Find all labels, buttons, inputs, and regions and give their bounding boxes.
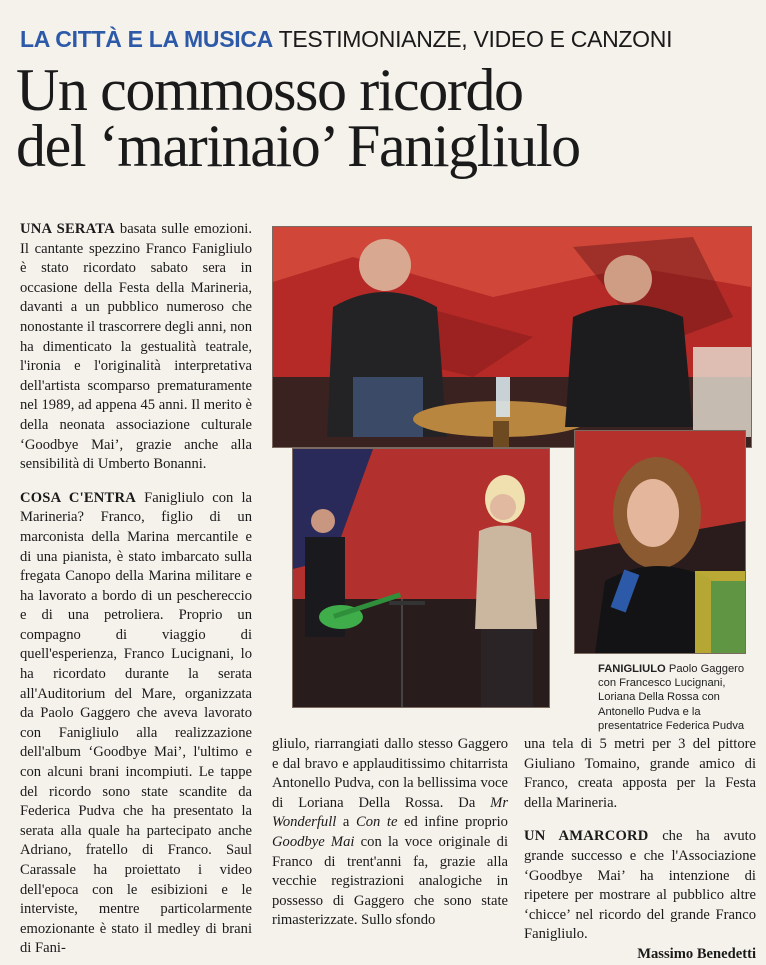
- section-kicker: [20, 26, 672, 53]
- paragraph-2-lead: COSA C'ENTRA: [20, 489, 136, 506]
- paragraph-5-text: che ha avuto grande successo e che l'Associazione ‘Goodbye Mai’ ha intenzione di ripetere per mostrare al pubblico altre ‘chicce’ nel ricordo del grande Franco Fanigliulo.: [524, 828, 756, 943]
- paragraph-1-lead: UNA SERATA: [20, 221, 115, 237]
- article-headline: [16, 57, 756, 179]
- caption-text: Paolo Gaggero con Francesco Lucignani, Loriana Della Rossa con Antonello Pudva e la presentatrice Federica Pudva: [598, 663, 745, 732]
- song-title-2: Con te: [355, 814, 398, 831]
- paragraph-4: una tela di 5 metri per 3 del pittore Giuliano Tomaino, grande amico di Franco, creata apposta per la Festa della Marineria.: [524, 736, 756, 811]
- photo-presenter: [574, 430, 746, 654]
- article-column-2: [272, 735, 508, 931]
- subsection-label: TESTIMONIANZE, VIDEO E CANZONI: [278, 26, 673, 52]
- caption-lead: FANIGLIULO: [598, 663, 666, 675]
- song-title-3: Goodbye Mai: [272, 833, 355, 850]
- paragraph-5-lead: UN AMARCORD: [524, 828, 649, 845]
- headline-line-1: Un commosso ricordo: [16, 57, 523, 123]
- paragraph-3: [272, 735, 508, 931]
- paragraph-3-text-a: gliulo, riarrangiati dallo stesso Gaggero e dal bravo e applauditissimo chitarrista Antonello Pudva, con la bellissima voce di Loriana Della Rossa. Da: [272, 736, 508, 811]
- photo-caption: [598, 662, 758, 733]
- paragraph-1-text: basata sulle emozioni. Il cantante spezzino Franco Fanigliulo è stato ricordato sabato sera in occasione della Festa della Marineria, davanti a un pubblico numeroso che nonostante il trascorrere degli anni, non ha dimenticato la gestualità teatrale, l'ironia e l'originalità interpretativa dell'artista scomparso prematuramente nel 1989, ad appena 45 anni. Il merito è della neonata associazione culturale ‘Goodbye Mai’, grazie anche alla sensibilità di Umberto Bonanni.: [20, 221, 252, 473]
- photo-interview-stage: [272, 226, 752, 448]
- paragraph-3-text-c: ed infine proprio: [397, 814, 508, 831]
- paragraph-3-text-b: a: [336, 814, 356, 831]
- photo-performance: [292, 448, 550, 708]
- photo-performance-image: [293, 449, 549, 707]
- paragraph-5: [524, 827, 756, 945]
- photo-interview-image: [273, 227, 751, 447]
- author-signature: Massimo Benedetti: [637, 945, 756, 962]
- headline-line-2: del ‘marinaio’ Fanigliulo: [16, 113, 580, 179]
- paragraph-1: [20, 220, 252, 475]
- paragraph-2-text: Fanigliulo con la Marineria? Franco, figlio di un marconista della Marina mercantile e di una pianista, è stato imbarcato sulla fregata Canopo della Marina militare e ha lavorato a bordo di un peschereccio e di una petroliera. Proprio un compagno di viaggio di quell'esperienza, Franco Lucignani, lo ha ricordato durante la serata all'Auditorium del Mare, organizzata da Paolo Gaggero che aveva lavorato con Fanigliulo alla realizzazione dell'album ‘Goodbye Mai’, l'ultimo e con alcuni brani incompiuti. Le tappe del ricordo sono state scandite da Federica Pudva che ha presentato la serata alla quale ha partecipato anche Adriano, fratello di Franco. Saul Carassale ha proiettato i video dell'epoca con le esibizioni e le interviste, mentre particolarmente emozionante è stato il medley di brani di Fani-: [20, 489, 252, 957]
- paragraph-2: [20, 489, 252, 959]
- section-label: LA CITTÀ E LA MUSICA: [20, 26, 273, 52]
- article-column-1: [20, 220, 252, 959]
- photo-presenter-image: [575, 431, 745, 653]
- article-column-3: [524, 735, 756, 965]
- paragraph-3-text-d: con la voce originale di Franco di trent'anni fa, grazie alla vecchie registrazioni analogiche in possesso di Gaggero che sono state rimasterizzate. Sullo sfondo: [272, 833, 508, 929]
- song-title-1: Mr Wonderfull: [272, 794, 508, 831]
